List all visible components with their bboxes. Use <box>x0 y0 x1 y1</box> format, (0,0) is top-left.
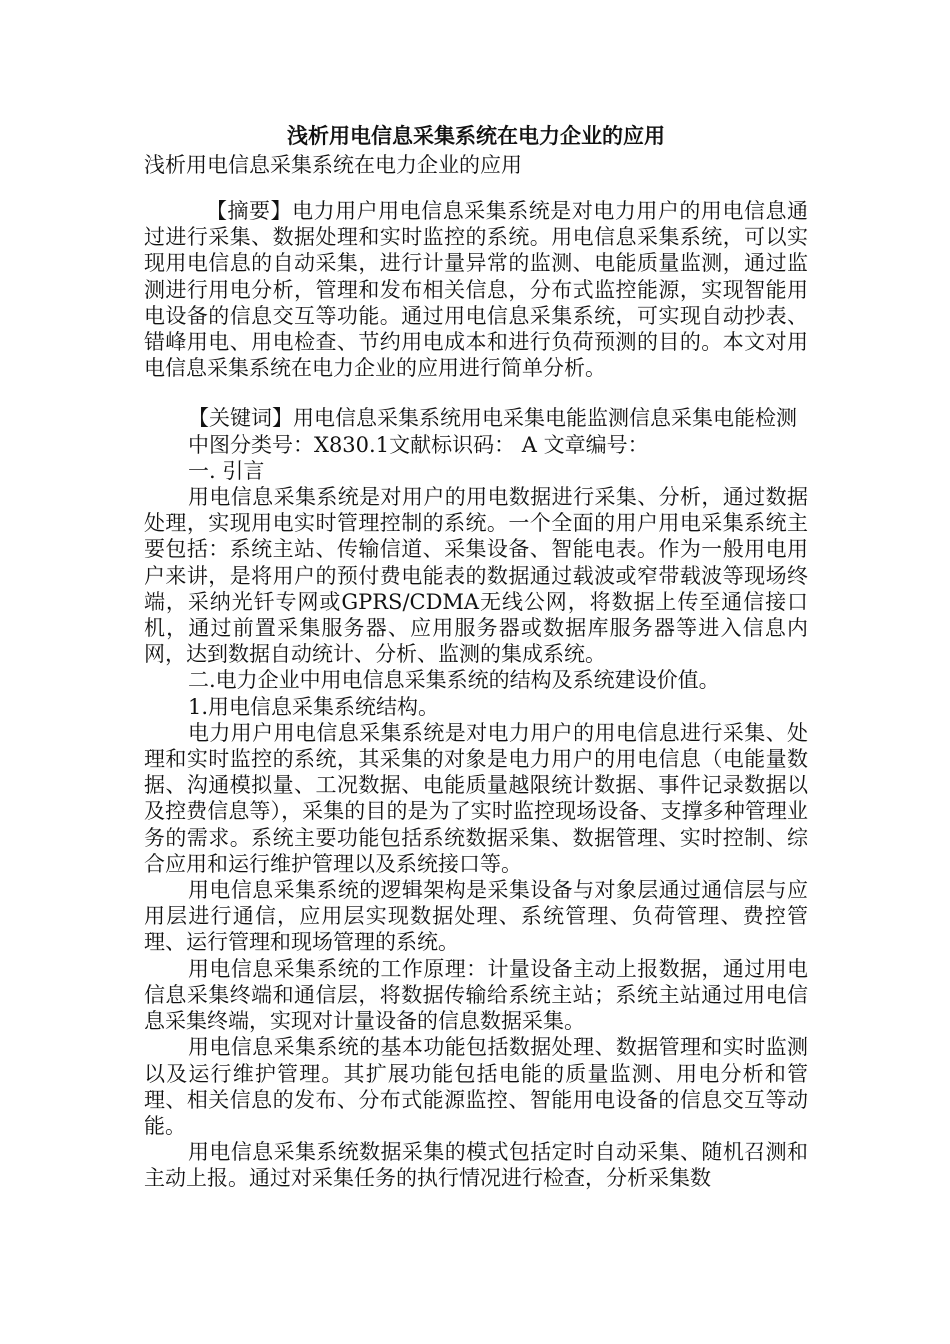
abstract-paragraph: 【摘要】电力用户用电信息采集系统是对电力用户的用电信息通过进行采集、数据处理和实时监控的系统。用电信息采集系统，可以实现用电信息的自动采集，进行计量异常的监测、电能质量监测，通过监测进行用电分析，管理和发布相关信息，分布式监控能源，实现智能用电设备的信息交互等功能。通过用电信息采集系统，可实现自动抄表、错峰用电、用电检查、节约用电成本和进行负荷预测的目的。本文对用电信息采集系统在电力企业的应用进行简单分析。 <box>144 199 808 381</box>
classification-line: 中图分类号：X830.1文献标识码： A 文章编号： <box>188 432 649 457</box>
section-1-paragraph: 用电信息采集系统是对用户的用电数据进行采集、分析，通过数据处理，实现用电实时管理控制的系统。一个全面的用户用电采集系统主要包括：系统主站、传输信道、采集设备、智能电表。作为一般用电用户来讲，是将用户的预付费电能表的数据通过载波或窄带载波等现场终端，采纳光钎专网或GPRS/CDMA无线公网，将数据上传至通信接口机，通过前置采集服务器、应用服务器或数据库服务器等进入信息内网，达到数据自动统计、分析、监测的集成系统。 <box>144 485 808 667</box>
section-2-1-paragraph-3: 用电信息采集系统的工作原理：计量设备主动上报数据，通过用电信息采集终端和通信层，将数据传输给系统主站；系统主站通过用电信息采集终端，实现对计量设备的信息数据采集。 <box>144 956 808 1034</box>
section-2-1-paragraph-1: 电力用户用电信息采集系统是对电力用户的用电信息进行采集、处理和实时监控的系统，其采集的对象是电力用户的用电信息（电能量数据、沟通模拟量、工况数据、电能质量越限统计数据、事件记录数据以及控费信息等），采集的目的是为了实时监控现场设备、支撑多种管理业务的需求。系统主要功能包括系统数据采集、数据管理、实时控制、综合应用和运行维护管理以及系统接口等。 <box>144 720 808 876</box>
section-2-1-paragraph-4: 用电信息采集系统的基本功能包括数据处理、数据管理和实时监测以及运行维护管理。其扩展功能包括电能的质量监测、用电分析和管理、相关信息的发布、分布式能源监控、智能用电设备的信息交互等动能。 <box>144 1035 808 1138</box>
keywords-paragraph: 【关键词】用电信息采集系统用电采集电能监测信息采集电能检测 <box>188 406 797 431</box>
section-1-heading: 一. 引言 <box>188 458 265 483</box>
section-2-heading: 二.电力企业中用电信息采集系统的结构及系统建设价值。 <box>188 668 720 693</box>
document-title: 浅析用电信息采集系统在电力企业的应用 <box>287 123 665 148</box>
section-2-1-paragraph-5: 用电信息采集系统数据采集的模式包括定时自动采集、随机召测和主动上报。通过对采集任务的执行情况进行检查，分析采集数 <box>144 1140 808 1191</box>
section-2-1-paragraph-2: 用电信息采集系统的逻辑架构是采集设备与对象层通过通信层与应用层进行通信，应用层实现数据处理、系统管理、负荷管理、费控管理、运行管理和现场管理的系统。 <box>144 878 808 955</box>
section-2-1-heading: 1.用电信息采集系统结构。 <box>188 694 440 719</box>
document-subtitle: 浅析用电信息采集系统在电力企业的应用 <box>144 153 522 177</box>
document-page <box>144 122 808 1192</box>
